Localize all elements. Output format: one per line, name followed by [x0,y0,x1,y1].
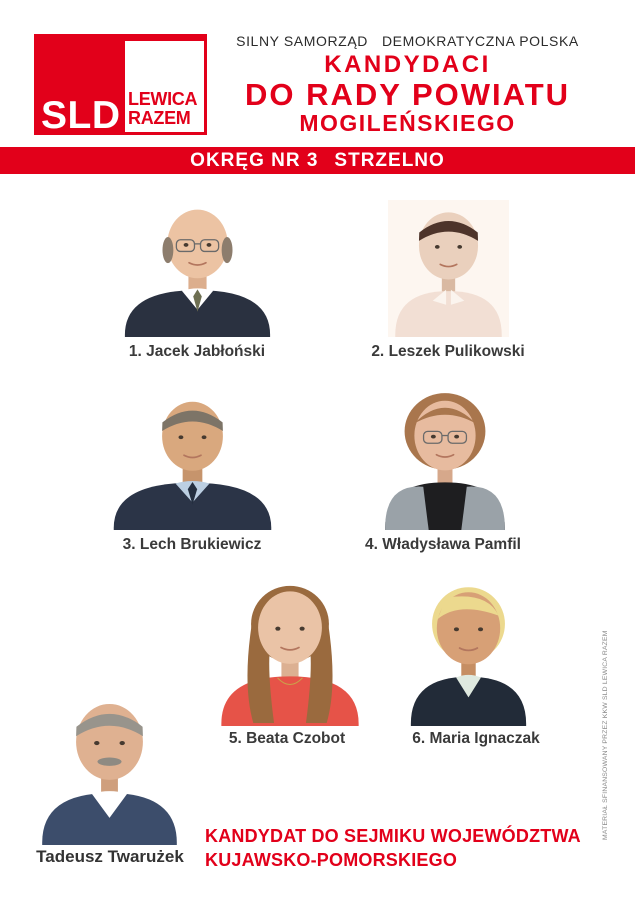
candidate-number-5: 5. [228,730,242,747]
tagline [225,33,590,49]
candidate-photo-2 [388,200,509,337]
title-line3: MOGILEŃSKIEGO [299,110,516,136]
sejmik-candidate-photo [33,690,186,845]
sejmik-title-line2: KUJAWSKO-POMORSKIEGO [205,850,458,870]
candidate-number-2: 2. [371,343,385,360]
candidate-photo-6 [403,579,534,726]
sld-logo-subtext [128,90,202,128]
candidate-name-2: Leszek Pulikowski [388,343,525,360]
candidate-caption-5 [229,730,345,748]
title-line2: DO RADY POWIATU [244,77,571,112]
tagline-right: DEMOKRATYCZNA POLSKA [381,33,579,49]
candidate-number-4: 4. [365,536,378,553]
candidate-name-4: Władysława Pamfil [382,536,521,553]
candidate-photo-1 [115,197,280,337]
sld-logo-line2: RAZEM [128,108,191,128]
sejmik-title-line1: KANDYDAT DO SEJMIKU WOJEWÓDZTWA [205,826,581,846]
sld-logo-line1: LEWICA [128,89,198,109]
candidate-name-3: Lech Brukiewicz [139,536,262,553]
poster-header [225,33,590,135]
candidate-number-1: 1. [128,343,142,360]
sejmik-candidate-title [205,824,581,872]
district-banner [0,147,635,174]
candidate-caption-1 [129,343,265,361]
candidate-name-5: Beata Czobot [246,730,346,747]
candidate-caption-6 [412,730,540,748]
tagline-left: SILNY SAMORZĄD [236,33,368,49]
candidate-photo-5 [212,578,368,726]
candidate-caption-3 [123,536,262,554]
town-label: STRZELNO [334,150,445,171]
funding-note: MATERIAŁ SFINANSOWANY PRZEZ KKW SLD LEWICA RAZEM [602,630,609,840]
candidate-name-1: Jacek Jabłoński [146,343,266,360]
sejmik-candidate-name: Tadeusz Twarużek [36,847,184,866]
candidate-photo-4 [377,388,513,530]
candidate-caption-4 [365,536,521,554]
title-line1: KANDYDACI [324,51,491,78]
district-label: OKRĘG NR 3 [190,150,319,171]
candidate-name-6: Maria Ignaczak [429,730,540,747]
candidate-number-6: 6. [412,730,426,747]
candidate-number-3: 3. [122,536,136,553]
candidate-photo-3 [103,389,282,530]
sld-logo [34,34,207,135]
candidate-caption-2 [371,343,524,361]
sld-logo-text: SLD [41,94,121,137]
